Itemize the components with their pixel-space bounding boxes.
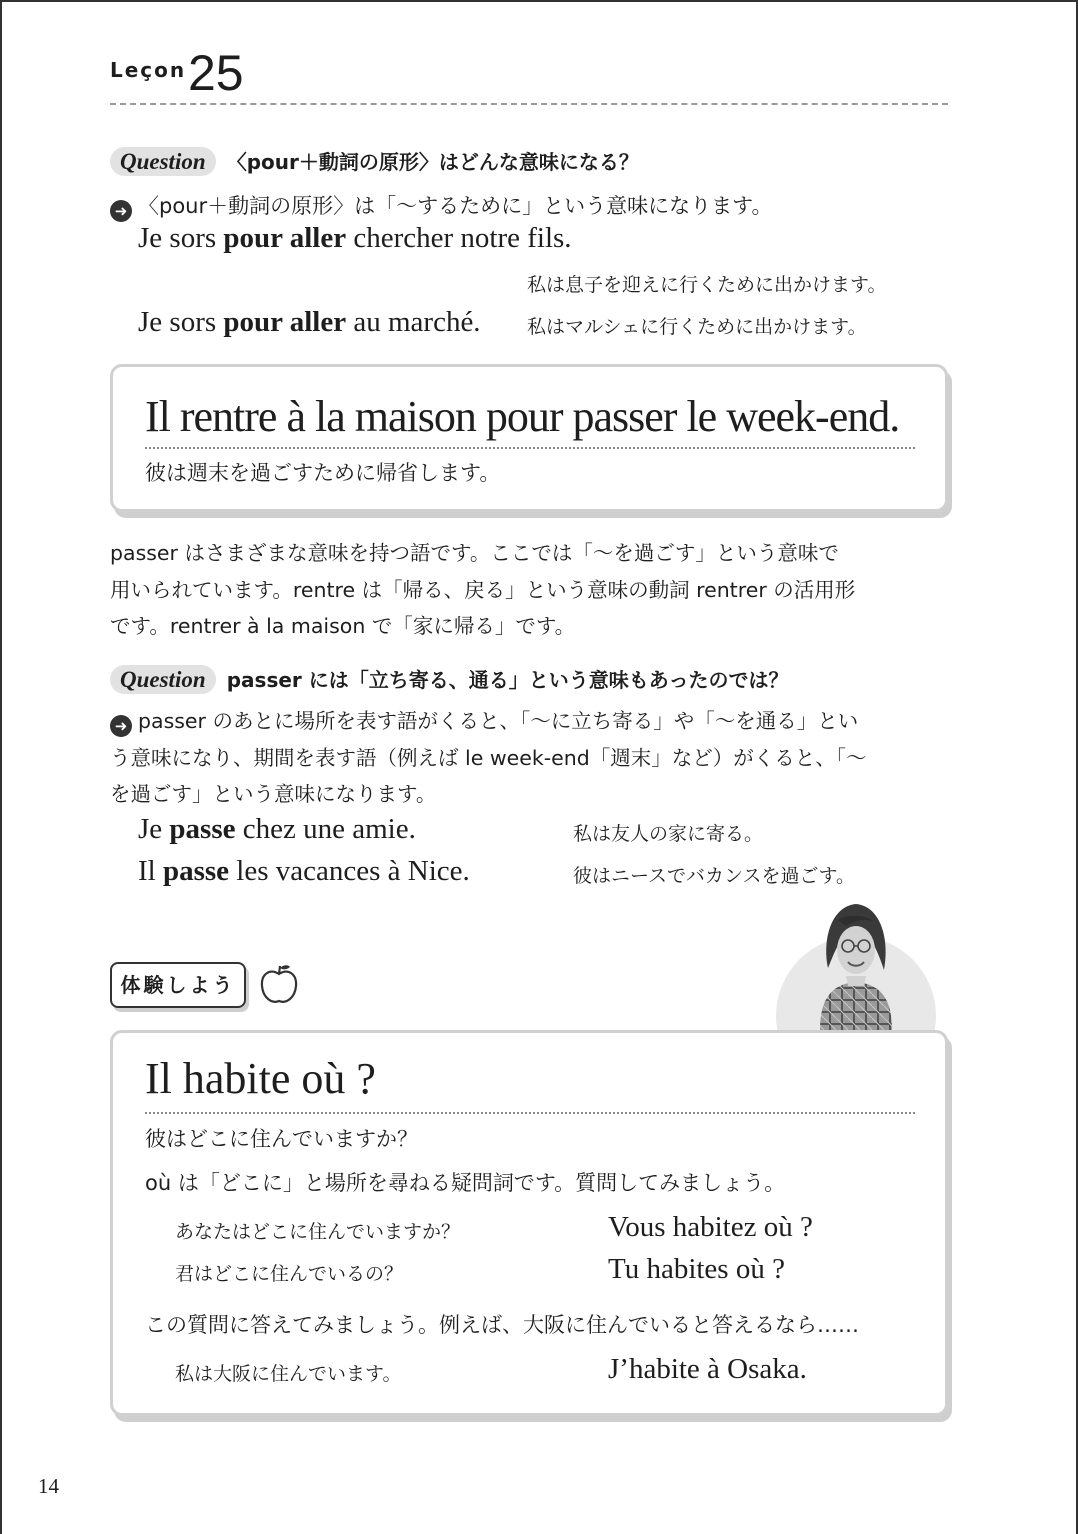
- answer-2-paragraph: [110, 703, 955, 813]
- key-sentence-card: [110, 364, 948, 512]
- example-2-fr-part-a: Je sors: [138, 306, 224, 338]
- practice-intro: où は「どこに」と場所を尋ねる疑問詞です。質問してみましょう。: [145, 1171, 786, 1195]
- question-2-text: passer には「立ち寄る、通る」という意味もあったのでは？: [226, 668, 789, 692]
- page-border-left: [0, 0, 2, 1534]
- practice-row-1-jp: あなたはどこに住んでいますか？: [175, 1221, 461, 1243]
- card-divider: [145, 1112, 915, 1114]
- apple-icon: [258, 962, 300, 1006]
- question-1-text: 〈pour＋動詞の原形〉はどんな意味になる？: [226, 150, 639, 174]
- answer-2-line-3: を過ごす」という意味になります。: [110, 782, 437, 806]
- example-4-fr-part-a: Il: [138, 855, 163, 887]
- lesson-label: Leçon: [110, 58, 187, 82]
- practice-title-translation: 彼はどこに住んでいますか？: [145, 1127, 418, 1151]
- example-3-fr-part-a: Je: [138, 813, 170, 845]
- practice-row-3-fr: J’habite à Osaka.: [608, 1353, 807, 1385]
- example-2-jp: 私はマルシェに行くために出かけます。: [527, 316, 867, 338]
- arrow-right-icon: ➜: [110, 715, 132, 737]
- practice-tag: 体験しよう: [110, 962, 246, 1008]
- explanation-paragraph: [110, 535, 955, 645]
- page-border-top: [0, 0, 1078, 2]
- explanation-line-2: 用いられています。rentre は「帰る、戻る」という意味の動詞 rentrer の活用形: [110, 577, 856, 602]
- practice-row-2-jp: 君はどこに住んでいるの？: [175, 1263, 404, 1285]
- example-3-fr-part-c: chez une amie.: [235, 813, 416, 845]
- example-1-fr: [138, 222, 572, 255]
- example-1-jp: 私は息子を迎えに行くために出かけます。: [527, 274, 887, 296]
- example-1-fr-part-c: chercher notre fils.: [346, 222, 572, 254]
- lesson-number: 25: [188, 45, 244, 101]
- question-2-row: [110, 664, 789, 693]
- answer-2-line-1-text: passer のあとに場所を表す語がくると、「〜に立ち寄る」や「〜を通る」とい: [138, 709, 859, 733]
- example-2-fr-bold: pour aller: [223, 306, 347, 338]
- answer-2-line-2: う意味になり、期間を表す語（例えば le week-end「週末」など）がくると、「〜: [110, 745, 867, 770]
- practice-row-1-fr: Vous habitez où ?: [608, 1211, 813, 1243]
- key-sentence-translation: 彼は週末を過ごすために帰省します。: [145, 461, 501, 485]
- page-number: 14: [38, 1474, 59, 1498]
- example-2-fr-part-c: au marché.: [346, 306, 481, 338]
- example-4-fr-part-c: les vacances à Nice.: [229, 855, 470, 887]
- example-3-fr-bold: passe: [169, 813, 236, 845]
- answer-1-row: [110, 190, 772, 222]
- example-1-fr-part-a: Je sors: [138, 222, 224, 254]
- explanation-line-1: passer はさまざまな意味を持つ語です。ここでは「〜を過ごす」という意味で: [110, 541, 839, 565]
- question-badge: Question: [110, 147, 216, 176]
- question-badge: Question: [110, 665, 216, 694]
- key-sentence: Il rentre à la maison pour passer le week-end.: [145, 392, 900, 441]
- header-divider: [110, 103, 948, 105]
- practice-row-3-jp: 私は大阪に住んでいます。: [175, 1363, 402, 1385]
- example-4-fr-bold: passe: [162, 855, 230, 887]
- instructor-avatar: [776, 898, 936, 1030]
- example-3-fr: [138, 813, 416, 846]
- explanation-line-3: です。rentrer à la maison で「家に帰る」です。: [110, 614, 576, 638]
- example-2-fr: [138, 306, 481, 339]
- example-4-jp: 彼はニースでバカンスを過ごす。: [573, 865, 855, 887]
- practice-title: Il habite où ?: [145, 1054, 376, 1103]
- card-divider: [145, 447, 915, 449]
- answer-2-line-1: [110, 703, 955, 740]
- example-1-fr-bold: pour aller: [223, 222, 347, 254]
- practice-row-2-fr: Tu habites où ?: [608, 1253, 785, 1285]
- example-4-fr: [138, 855, 470, 888]
- answer-1-text: 〈pour＋動詞の原形〉は「〜するために」という意味になります。: [138, 194, 773, 218]
- example-3-jp: 私は友人の家に寄る。: [573, 823, 764, 845]
- question-1-row: [110, 146, 639, 175]
- practice-card: [110, 1030, 948, 1416]
- practice-answer-intro: この質問に答えてみましょう。例えば、大阪に住んでいると答えるなら……: [145, 1313, 859, 1337]
- arrow-right-icon: ➜: [110, 200, 132, 222]
